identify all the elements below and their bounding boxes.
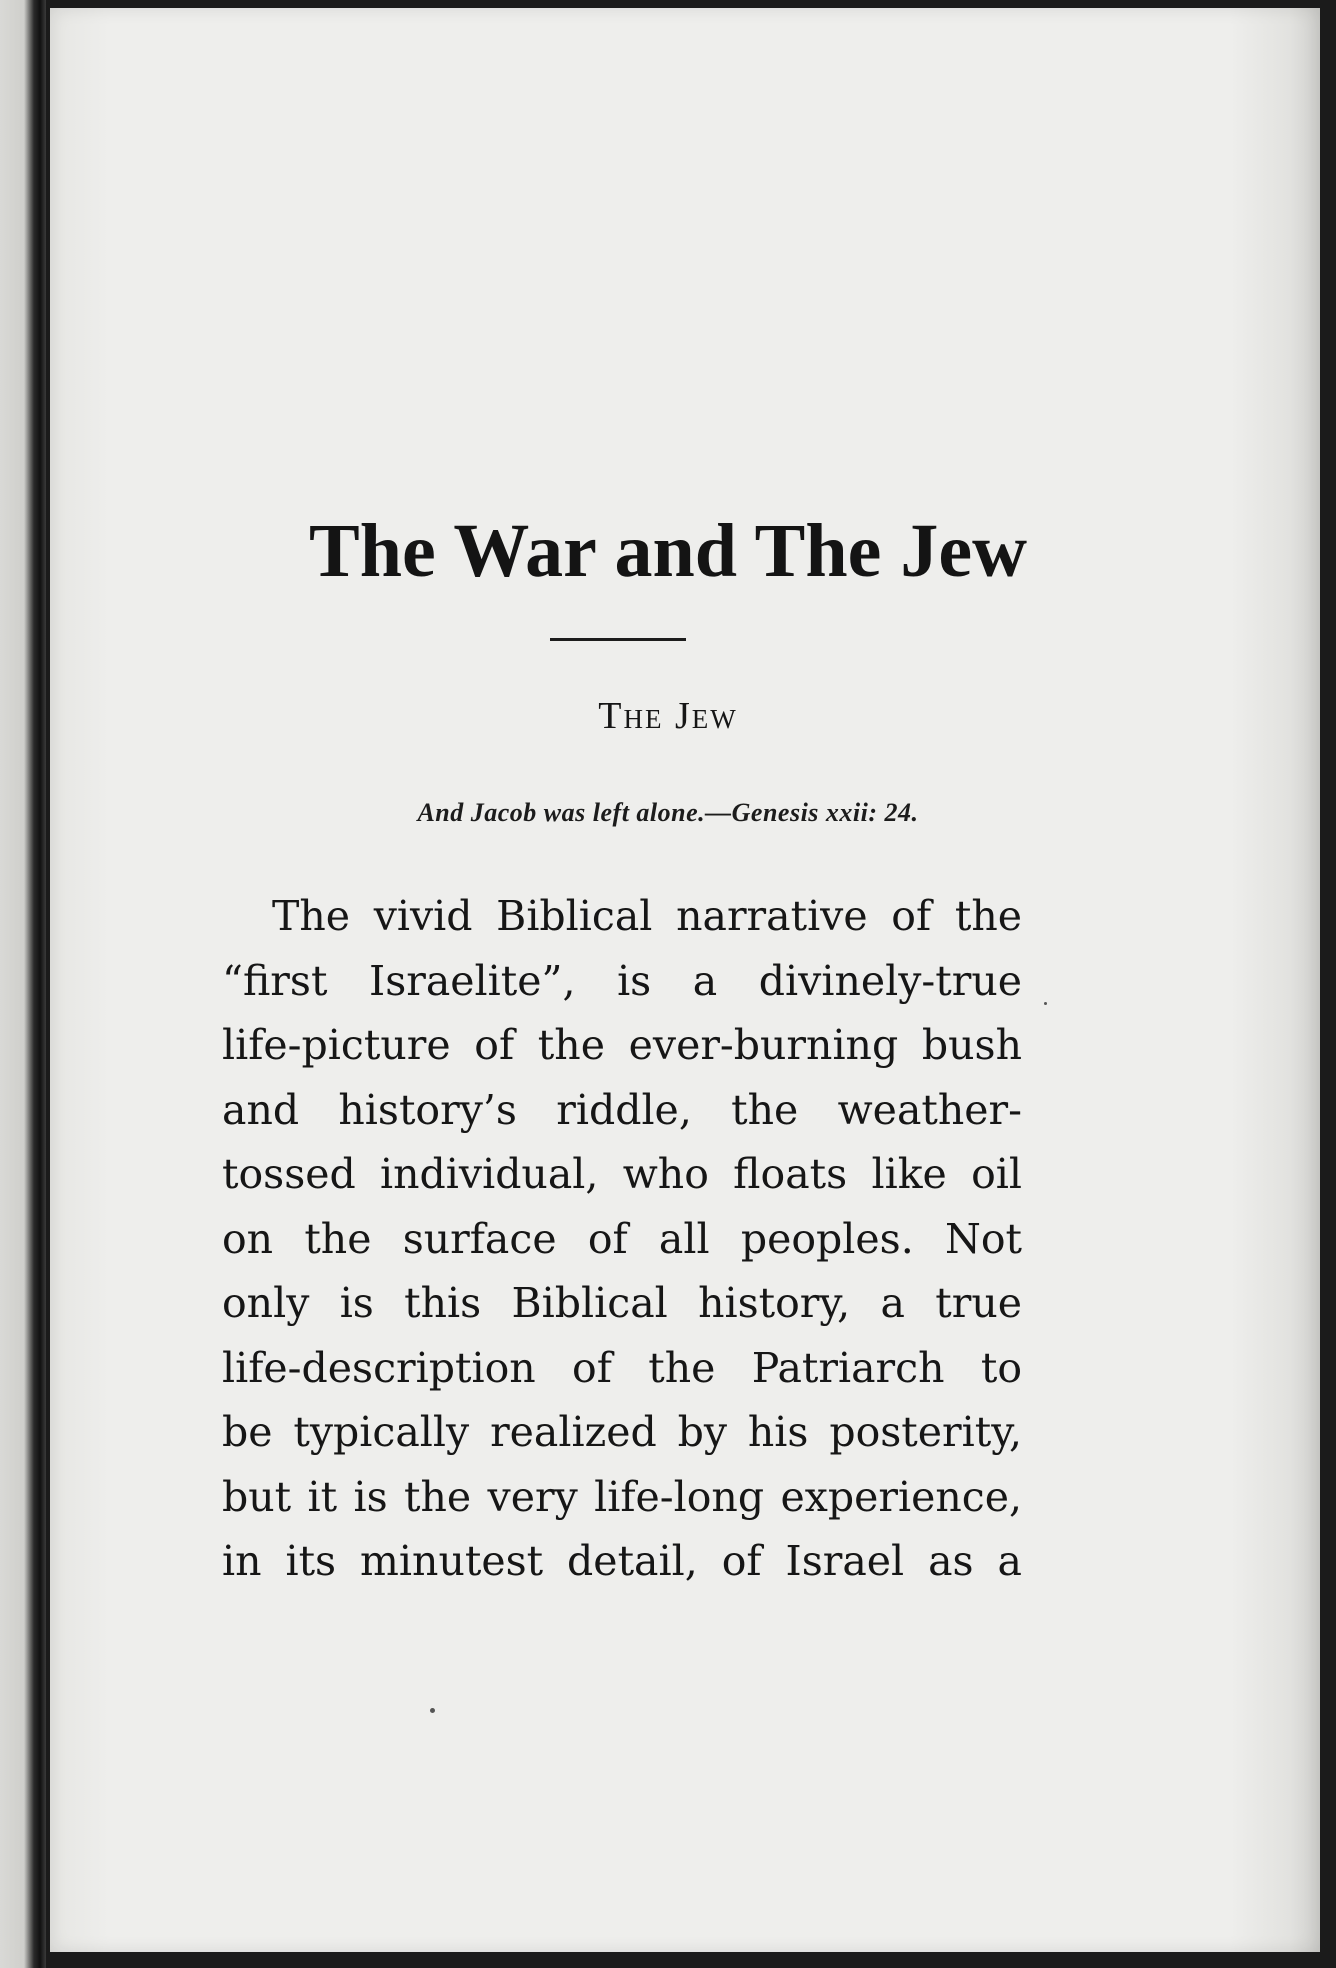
body-line: life-picture of the ever-burning bush [222,1021,1022,1069]
body-line: on the surface of all peoples. Not [222,1214,1022,1263]
body-line: in its minutest detail, of Israel as a [222,1537,1022,1585]
body-line: tossed individual, who floats like oil [222,1150,1022,1198]
body-paragraph [222,884,1022,1594]
page-title: The War and The Jew [309,509,1027,593]
section-title: The Jew [598,695,738,737]
body-line: The vivid Biblical narrative of the [272,892,1022,940]
body-line: and history’s riddle, the weather- [222,1085,1022,1134]
title-divider [550,638,686,641]
epigraph: And Jacob was left alone.—Genesis xxii: 24. [417,798,919,827]
body-line: only is this Biblical history, a true [222,1279,1022,1327]
paper-speck [430,1708,435,1713]
body-line: “first Israelite”, is a divinely-true [222,956,1022,1005]
body-line: life-description of the Patriarch to [222,1343,1022,1392]
book-page [50,8,1320,1952]
body-line: but it is the very life-long experience, [222,1472,1022,1521]
binding-edge [0,0,46,1968]
body-line: be typically realized by his posterity, [222,1408,1022,1456]
paper-speck [1044,1002,1047,1005]
